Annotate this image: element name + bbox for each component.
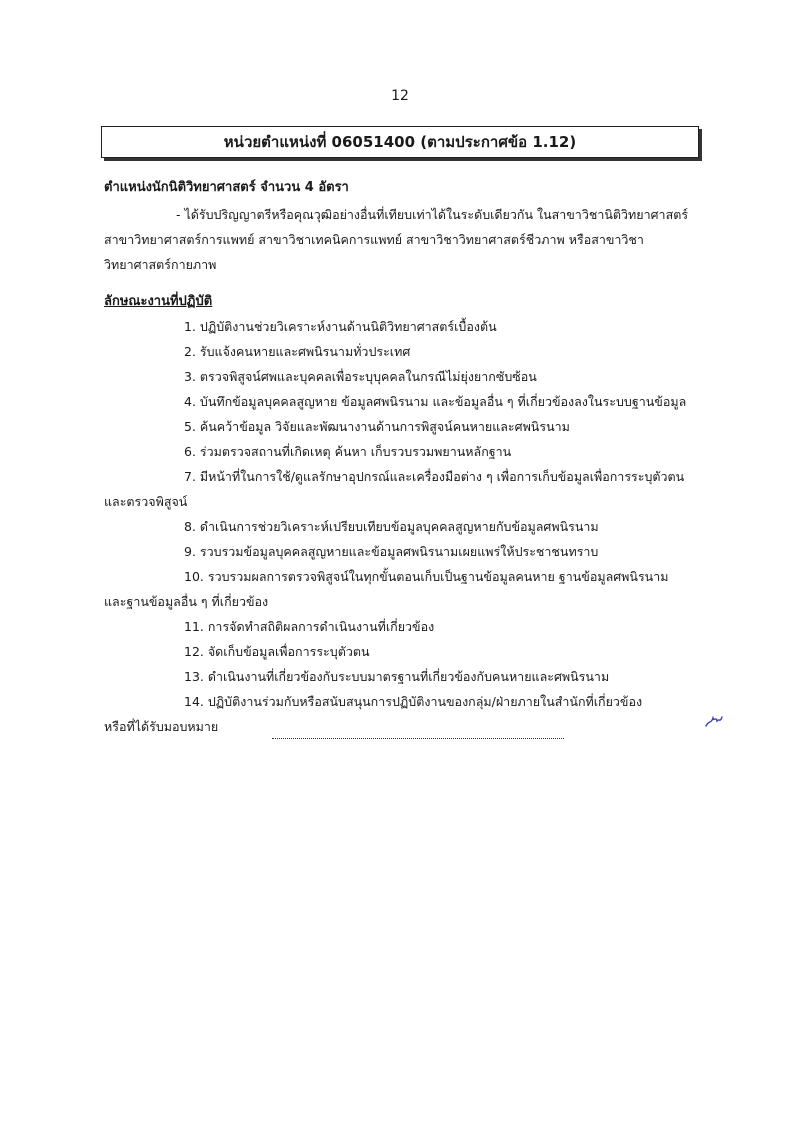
duty-item-continuation: และฐานข้อมูลอื่น ๆ ที่เกี่ยวข้อง	[104, 594, 269, 609]
duty-item	[104, 439, 726, 464]
duty-item	[104, 664, 726, 689]
qualification-line: - ได้รับปริญญาตรีหรือคุณวุฒิอย่างอื่นที่เทียบเท่าได้ในระดับเดียวกัน ในสาขาวิชานิติวิทยาศาสตร์	[176, 207, 689, 222]
position-title: ตำแหน่งนักนิติวิทยาศาสตร์ จำนวน 4 อัตรา	[104, 180, 349, 195]
duty-item-text: 10. รวบรวมผลการตรวจพิสูจน์ในทุกขั้นตอนเก็บเป็นฐานข้อมูลคนหาย ฐานข้อมูลศพนิรนาม	[184, 569, 669, 584]
duty-item	[104, 414, 726, 439]
page-number: 12	[391, 88, 409, 104]
duty-item	[104, 514, 726, 539]
duty-item-text: 8. ดำเนินการช่วยวิเคราะห์เปรียบเทียบข้อมูลบุคคลสูญหายกับข้อมูลศพนิรนาม	[184, 519, 599, 534]
duty-item	[104, 389, 726, 414]
duty-item-continuation: และตรวจพิสูจน์	[104, 494, 188, 509]
duty-item-text: 4. บันทึกข้อมูลบุคคลสูญหาย ข้อมูลศพนิรนาม และข้อมูลอื่น ๆ ที่เกี่ยวข้องลงในระบบฐานข้อมูล	[184, 394, 687, 409]
duty-item-text: 1. ปฏิบัติงานช่วยวิเคราะห์งานด้านนิติวิทยาศาสตร์เบื้องต้น	[184, 319, 497, 334]
duty-item	[104, 539, 726, 564]
initials-stamp-icon	[704, 712, 724, 730]
duty-item-continuation: หรือที่ได้รับมอบหมาย	[104, 719, 219, 734]
duty-item-text: 5. ค้นคว้าข้อมูล วิจัยและพัฒนางานด้านการพิสูจน์คนหายและศพนิรนาม	[184, 419, 570, 434]
duty-item	[104, 639, 726, 664]
duty-item	[104, 689, 726, 739]
duty-item-text: 2. รับแจ้งคนหายและศพนิรนามทั่วประเทศ	[184, 344, 411, 359]
duty-item	[104, 464, 726, 514]
duty-item-text: 13. ดำเนินงานที่เกี่ยวข้องกับระบบมาตรฐานที่เกี่ยวข้องกับคนหายและศพนิรนาม	[184, 669, 610, 684]
unit-header-box	[101, 126, 699, 158]
unit-header-title: หน่วยตำแหน่งที่ 06051400 (ตามประกาศข้อ 1.12)	[223, 133, 577, 151]
qualification-line: วิทยาศาสตร์กายภาพ	[104, 257, 217, 272]
duty-item-text: 7. มีหน้าที่ในการใช้/ดูแลรักษาอุปกรณ์และเครื่องมือต่าง ๆ เพื่อการเก็บข้อมูลเพื่อการระบุตัวตน	[184, 469, 685, 484]
duty-item	[104, 614, 726, 639]
end-of-section-dotted-line	[272, 738, 564, 739]
duty-item	[104, 314, 726, 339]
duty-item	[104, 364, 726, 389]
duty-item-text: 11. การจัดทำสถิติผลการดำเนินงานที่เกี่ยวข้อง	[184, 619, 435, 634]
qualification-line: สาขาวิทยาศาสตร์การแพทย์ สาขาวิชาเทคนิคการแพทย์ สาขาวิชาวิทยาศาสตร์ชีวภาพ หรือสาขาวิชา	[104, 232, 644, 247]
duty-item-text: 14. ปฏิบัติงานร่วมกับหรือสนับสนุนการปฏิบัติงานของกลุ่ม/ฝ่ายภายในสำนักที่เกี่ยวข้อง	[184, 694, 643, 709]
duty-item-text: 6. ร่วมตรวจสถานที่เกิดเหตุ ค้นหา เก็บรวบรวมพยานหลักฐาน	[184, 444, 512, 459]
duties-heading: ลักษณะงานที่ปฏิบัติ	[104, 294, 213, 309]
duty-item-text: 12. จัดเก็บข้อมูลเพื่อการระบุตัวตน	[184, 644, 370, 659]
duty-item	[104, 564, 726, 614]
duty-item-text: 3. ตรวจพิสูจน์ศพและบุคคลเพื่อระบุบุคคลในกรณีไม่ยุ่งยากซับซ้อน	[184, 369, 537, 384]
qualification-paragraph	[104, 202, 726, 277]
duty-item	[104, 339, 726, 364]
duty-item-text: 9. รวบรวมข้อมูลบุคคลสูญหายและข้อมูลศพนิรนามเผยแพร่ให้ประชาชนทราบ	[184, 544, 599, 559]
duties-list	[104, 314, 726, 739]
